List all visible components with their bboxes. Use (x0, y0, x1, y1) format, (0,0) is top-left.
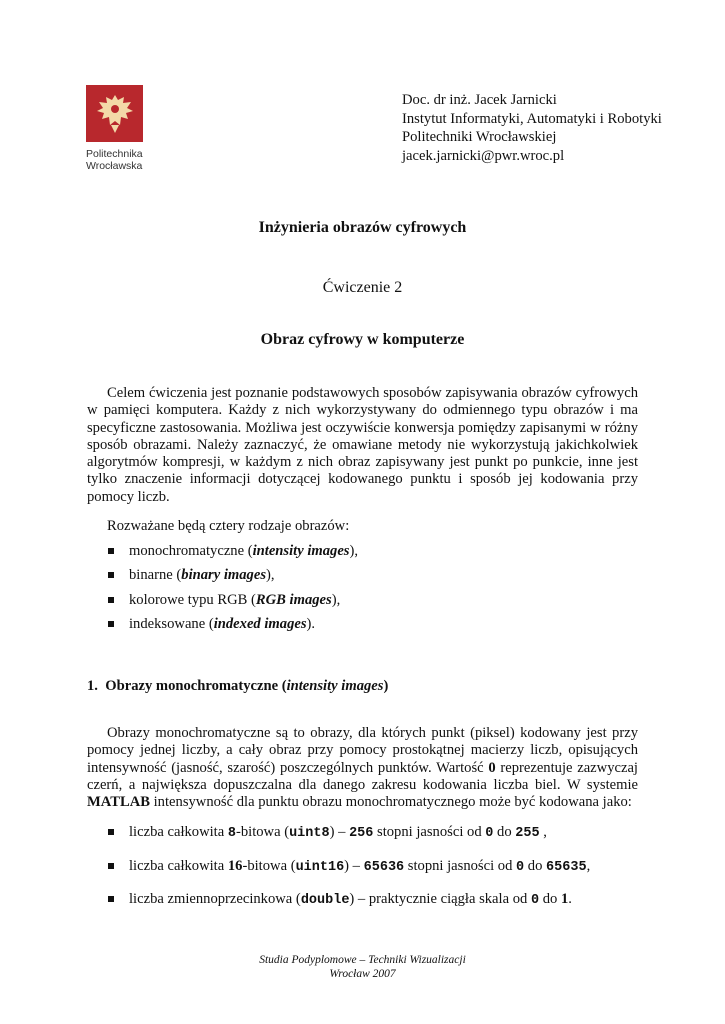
author-university: Politechniki Wrocławskiej (402, 129, 557, 145)
course-title: Inżynieria obrazów cyfrowych (258, 219, 467, 236)
logo-text: Politechnika Wrocławska (86, 148, 143, 172)
bullet-icon (108, 621, 114, 627)
author-email[interactable]: jacek.jarnicki@pwr.wroc.pl (402, 147, 565, 164)
list-item: liczba całkowita 16-bitowa (uint16) – 65636 stopni jasności od 0 do 65635, (108, 856, 590, 890)
bullet-icon (108, 548, 114, 554)
exercise-number: Ćwiczenie 2 (322, 279, 403, 296)
list-item: monochromatyczne (intensity images), (108, 541, 358, 565)
bullet-icon (108, 863, 114, 869)
image-types-list (108, 541, 358, 638)
types-lead: Rozważane będą cztery rodzaje obrazów: (107, 518, 350, 534)
list-item: binarne (binary images), (108, 565, 358, 589)
bullet-icon (108, 572, 114, 578)
author-name: Doc. dr inż. Jacek Jarnicki (402, 92, 557, 108)
section-heading: 1. Obrazy monochromatyczne (intensity images) (87, 678, 389, 694)
eagle-crest-icon (86, 85, 143, 142)
author-block (402, 91, 662, 165)
section-paragraph: Obrazy monochromatyczne są to obrazy, dla których punkt (piksel) kodowany jest przy pomocy jednej liczby, a cały obraz przy pomocy prostokątnej macierzy liczb, opisujących intensywność (jasność, szarość) poszczególnych punktów. Wartość 0 reprezentuje zazwyczaj czerń, a największa dopuszczalna dla danego zakresu kodowania liczba biel. W systemie MATLAB intensywność dla punktu obrazu monochromatycznego może być kodowana jako: (87, 725, 638, 811)
page-footer: Studia Podyplomowe – Techniki Wizualizacji Wrocław 2007 (259, 954, 466, 980)
author-institute: Instytut Informatyki, Automatyki i Robotyki (402, 110, 662, 127)
list-item: indeksowane (indexed images). (108, 614, 358, 638)
list-item: kolorowe typu RGB (RGB images), (108, 590, 358, 614)
intro-paragraph: Celem ćwiczenia jest poznanie podstawowych sposobów zapisywania obrazów cyfrowych w pamięci komputera. Każdy z nich wykorzystywany do odmiennego typu obrazów i ma specyficzne zastosowania. Możliwa jest oczywiście konwersja pomiędzy zapisanymi w różny sposób obrazami. Należy zaznaczyć, że omawiane metody nie wykorzystują jakichkolwiek algorytmów kompresji, w każdym z nich obraz zapisywany jest punkt po punkcie, inne jest tylko znaczenie informacji dotyczącej kodowanego punktu i sposób jej kodowania przy pomocy liczb. (87, 385, 638, 505)
university-logo (86, 85, 148, 172)
list-item: liczba zmiennoprzecinkowa (double) – praktycznie ciągła skala od 0 do 1. (108, 889, 590, 923)
exercise-topic: Obraz cyfrowy w komputerze (260, 331, 465, 348)
bullet-icon (108, 896, 114, 902)
bullet-icon (108, 597, 114, 603)
bullet-icon (108, 829, 114, 835)
encoding-list (108, 822, 590, 923)
list-item: liczba całkowita 8-bitowa (uint8) – 256 stopni jasności od 0 do 255 , (108, 822, 590, 856)
